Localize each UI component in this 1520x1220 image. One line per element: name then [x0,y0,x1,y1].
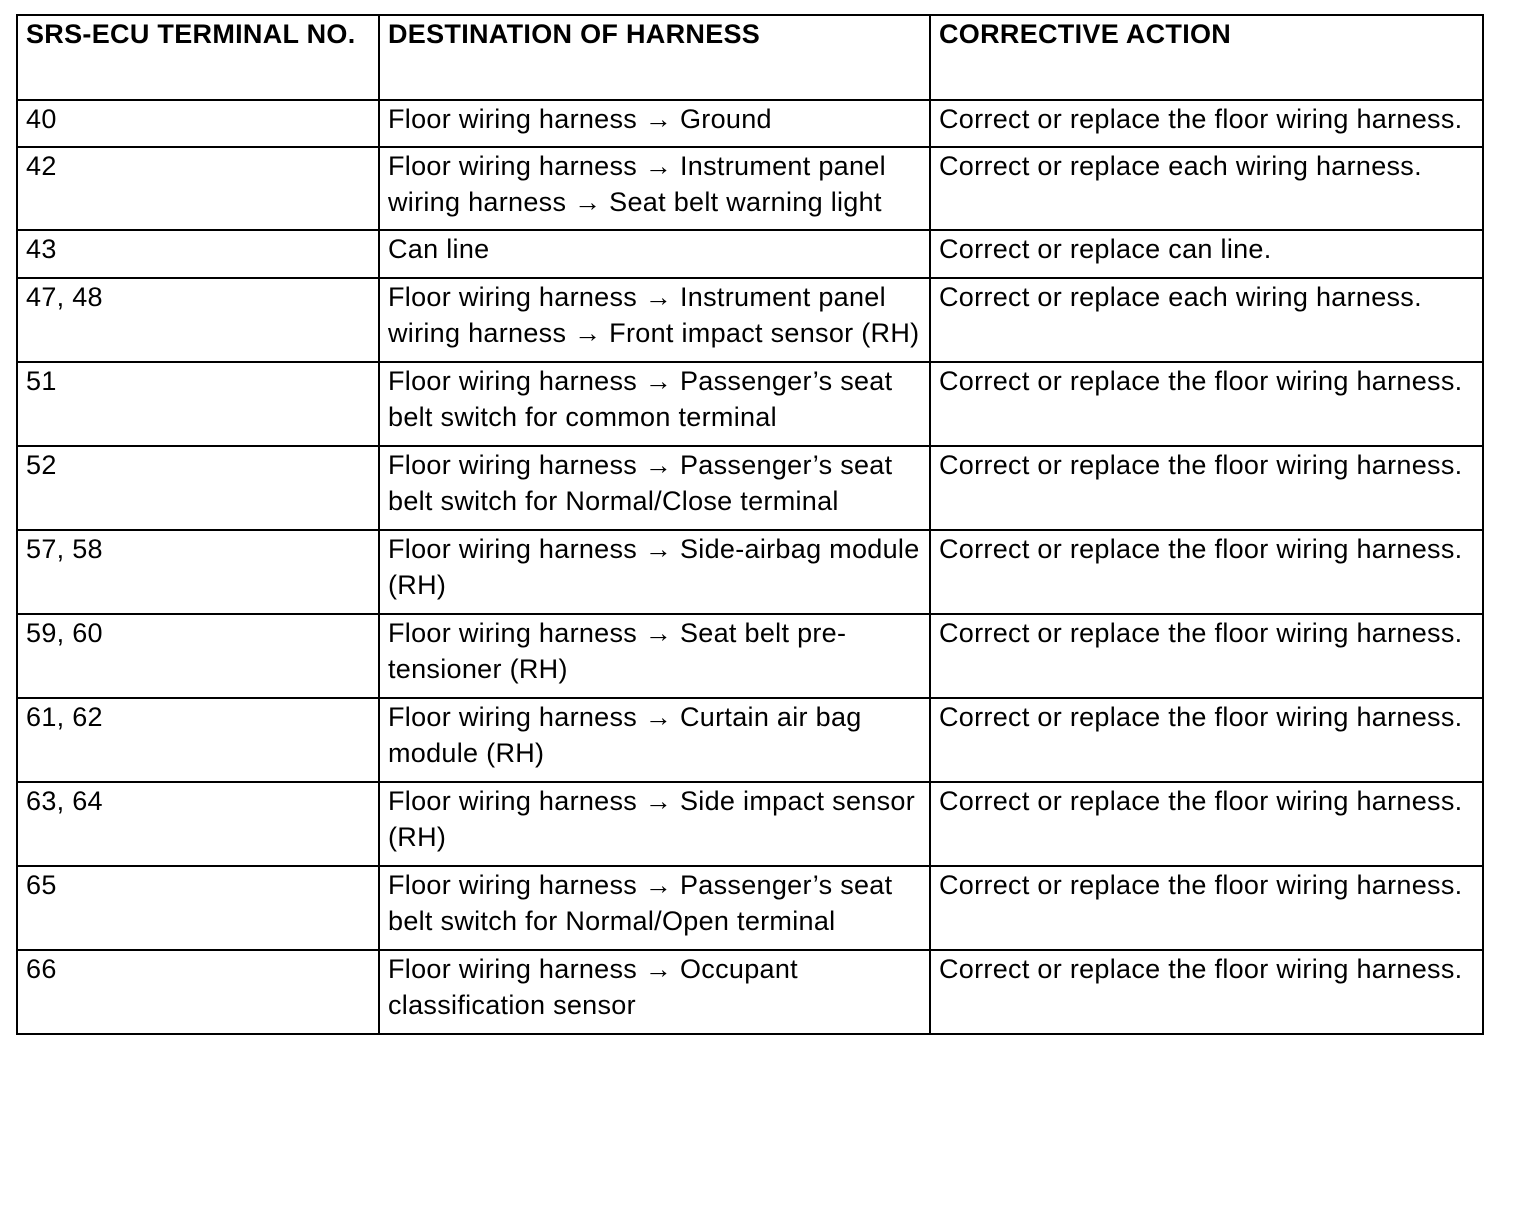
cell-terminal: 42 [17,147,379,230]
cell-destination: Floor wiring harness → Occupant classification sensor [379,950,930,1034]
table-row [17,950,1483,1034]
cell-destination: Floor wiring harness → Ground [379,100,930,147]
table-row [17,782,1483,866]
srs-terminal-table [16,14,1484,1035]
cell-action: Correct or replace each wiring harness. [930,147,1483,230]
cell-action: Correct or replace the floor wiring harness. [930,614,1483,698]
cell-terminal: 59, 60 [17,614,379,698]
table-row [17,866,1483,950]
table-row [17,614,1483,698]
cell-destination: Floor wiring harness → Passenger’s seat belt switch for common terminal [379,362,930,446]
cell-terminal: 57, 58 [17,530,379,614]
cell-terminal: 51 [17,362,379,446]
cell-destination: Floor wiring harness → Passenger’s seat belt switch for Normal/Close terminal [379,446,930,530]
cell-destination: Floor wiring harness → Curtain air bag module (RH) [379,698,930,782]
table-row [17,278,1483,362]
cell-action: Correct or replace the floor wiring harness. [930,698,1483,782]
table-row [17,100,1483,147]
cell-terminal: 63, 64 [17,782,379,866]
cell-destination: Floor wiring harness → Side-airbag module (RH) [379,530,930,614]
cell-destination: Floor wiring harness → Instrument panel wiring harness → Front impact sensor (RH) [379,278,930,362]
table-header-row [17,15,1483,100]
header-destination: DESTINATION OF HARNESS [379,15,930,100]
table-row [17,530,1483,614]
cell-action: Correct or replace the floor wiring harness. [930,446,1483,530]
cell-destination: Floor wiring harness → Side impact sensor (RH) [379,782,930,866]
cell-terminal: 65 [17,866,379,950]
cell-action: Correct or replace the floor wiring harness. [930,100,1483,147]
cell-action: Correct or replace the floor wiring harness. [930,950,1483,1034]
cell-destination: Floor wiring harness → Seat belt pre-tensioner (RH) [379,614,930,698]
header-terminal-no: SRS-ECU TERMINAL NO. [17,15,379,100]
table-row [17,698,1483,782]
cell-action: Correct or replace the floor wiring harness. [930,866,1483,950]
cell-action: Correct or replace the floor wiring harness. [930,782,1483,866]
cell-action: Correct or replace can line. [930,230,1483,278]
table-row [17,230,1483,278]
table-row [17,446,1483,530]
cell-action: Correct or replace the floor wiring harness. [930,362,1483,446]
header-corrective-action: CORRECTIVE ACTION [930,15,1483,100]
cell-action: Correct or replace the floor wiring harness. [930,530,1483,614]
cell-terminal: 66 [17,950,379,1034]
cell-destination: Floor wiring harness → Instrument panel wiring harness → Seat belt warning light [379,147,930,230]
cell-terminal: 61, 62 [17,698,379,782]
cell-terminal: 47, 48 [17,278,379,362]
table-row [17,362,1483,446]
cell-terminal: 43 [17,230,379,278]
cell-action: Correct or replace each wiring harness. [930,278,1483,362]
cell-destination: Floor wiring harness → Passenger’s seat belt switch for Normal/Open terminal [379,866,930,950]
cell-destination: Can line [379,230,930,278]
cell-terminal: 40 [17,100,379,147]
cell-terminal: 52 [17,446,379,530]
table-row [17,147,1483,230]
